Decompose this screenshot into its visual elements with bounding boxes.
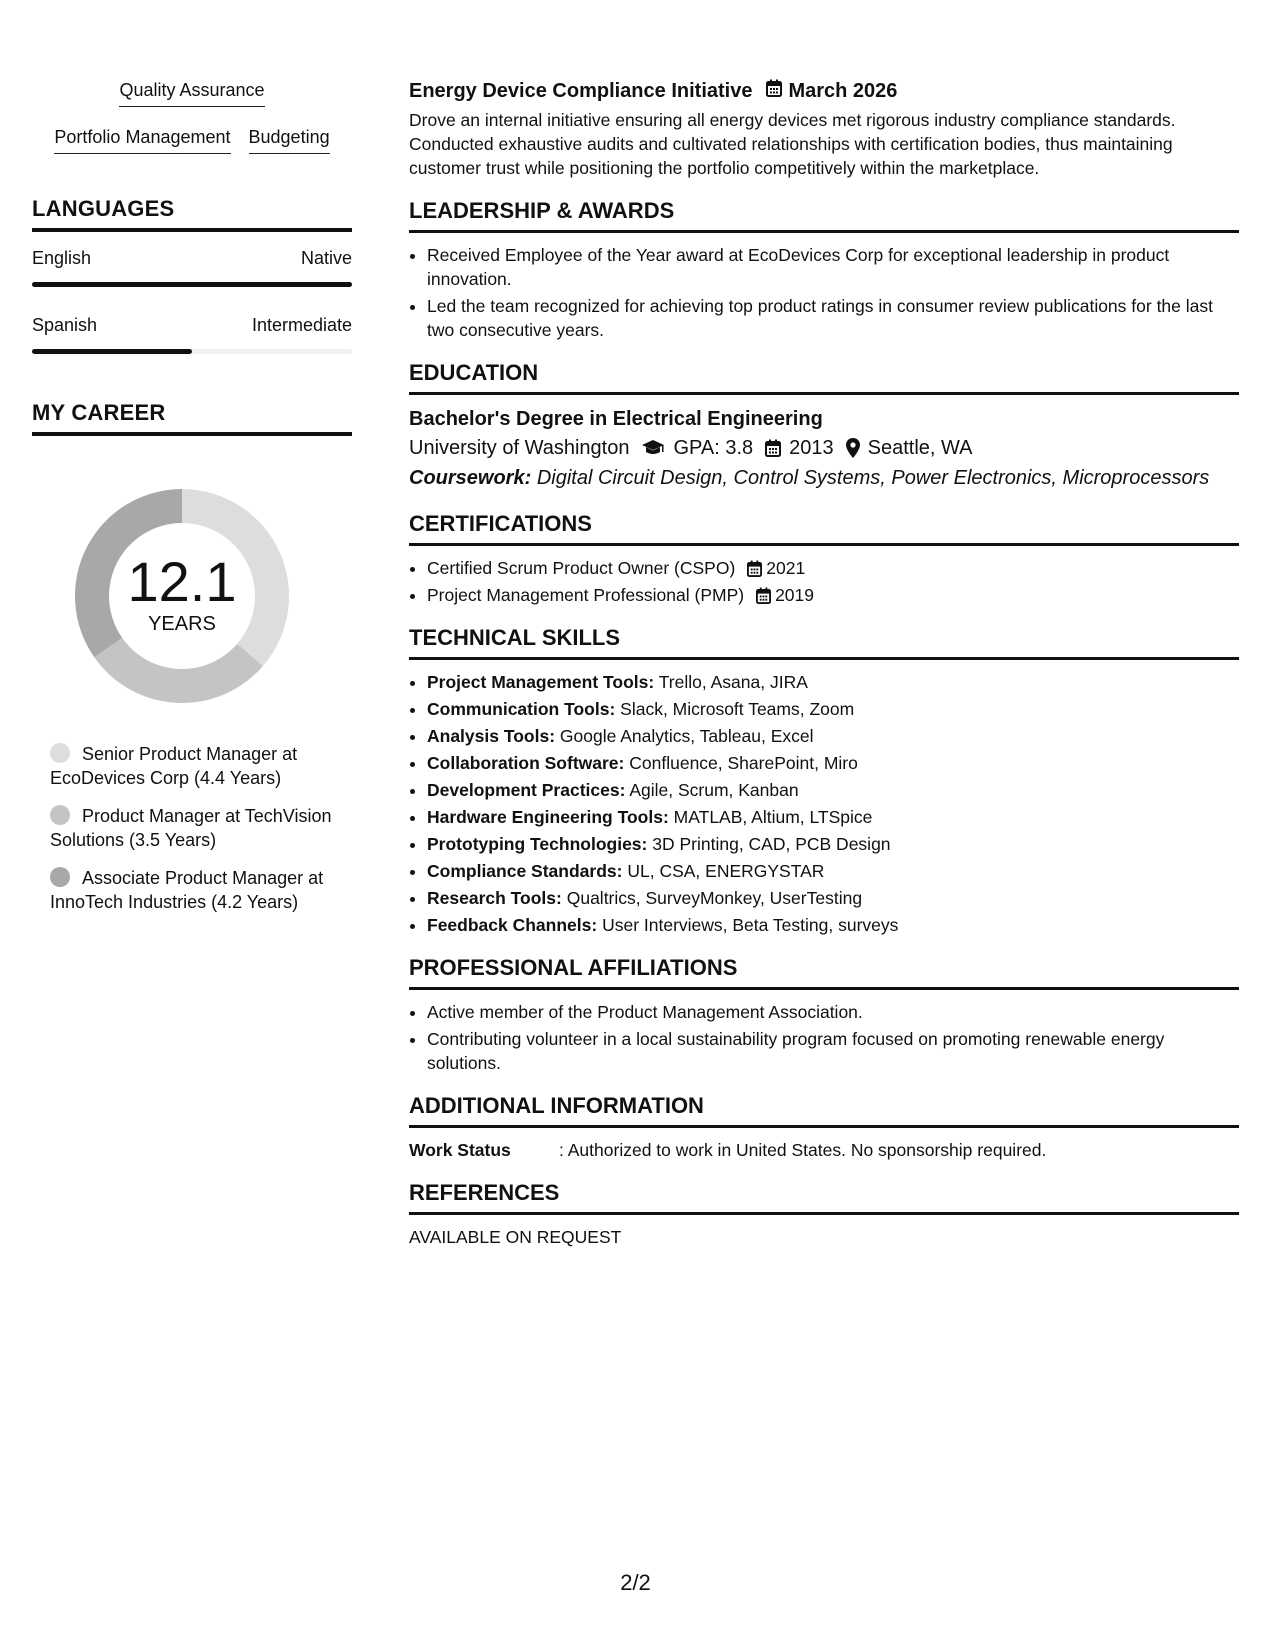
graduation-cap-icon xyxy=(641,439,665,457)
certification-name: • Project Management Professional (PMP) xyxy=(427,585,745,605)
language-level-bar xyxy=(32,282,352,287)
technical-skill-label: Compliance Standards: xyxy=(427,861,623,881)
technical-skills-section xyxy=(409,625,1239,937)
technical-skill-value: Qualtrics, SurveyMonkey, UserTesting xyxy=(566,888,863,908)
language-level: Native xyxy=(300,248,352,268)
leadership-item: • Received Employee of the Year award at EcoDevices Corp for exceptional leadership in product innovation. xyxy=(427,243,1239,291)
education-title: EDUCATION xyxy=(409,360,1239,395)
technical-skill-label: Prototyping Technologies: xyxy=(427,834,648,854)
certification-item xyxy=(427,583,1239,607)
calendar-icon xyxy=(747,560,762,577)
certification-name: • Certified Scrum Product Owner (CSPO) xyxy=(427,558,736,578)
technical-skill-item xyxy=(427,832,1239,856)
gpa: GPA: 3.8 xyxy=(673,437,754,459)
certifications-title: CERTIFICATIONS xyxy=(409,511,1239,546)
skill-tag: Budgeting xyxy=(249,125,330,154)
career-legend xyxy=(32,742,340,914)
leadership-title: LEADERSHIP & AWARDS xyxy=(409,198,1239,233)
work-status-row xyxy=(409,1138,1239,1162)
skill-tag-row xyxy=(32,78,352,107)
technical-skill-label: Feedback Channels: xyxy=(427,915,598,935)
career-total-unit: YEARS xyxy=(148,613,216,635)
career-title: MY CAREER xyxy=(32,400,352,436)
references-text: AVAILABLE ON REQUEST xyxy=(409,1227,622,1247)
career-legend-item xyxy=(50,866,340,914)
technical-skill-label: Collaboration Software: xyxy=(427,753,625,773)
calendar-icon xyxy=(765,439,781,457)
donut-center xyxy=(66,480,298,712)
technical-skill-value: UL, CSA, ENERGYSTAR xyxy=(627,861,825,881)
career-donut-chart xyxy=(66,480,298,712)
left-column xyxy=(32,78,352,928)
skill-tag: Quality Assurance xyxy=(119,78,264,107)
coursework xyxy=(409,463,1239,493)
technical-skills-title: TECHNICAL SKILLS xyxy=(409,625,1239,660)
project-date: March 2026 xyxy=(788,80,898,102)
technical-skill-item xyxy=(427,697,1239,721)
affiliation-item: • Active member of the Product Management Association. xyxy=(427,1000,1239,1024)
skill-tag: Portfolio Management xyxy=(54,125,230,154)
project-description: Drove an internal initiative ensuring all energy devices met rigorous industry compliance standards. Conducted exhaustive audits and cultivated relationships with certification bodies, thus maintaining customer trust while positioning the portfolio competitively within the marketplace. xyxy=(409,110,1176,178)
leadership-section xyxy=(409,198,1239,342)
degree: Bachelor's Degree in Electrical Engineering xyxy=(409,408,823,430)
technical-skill-value: MATLAB, Altium, LTSpice xyxy=(673,807,873,827)
language-name: English xyxy=(32,248,92,268)
project-title: Energy Device Compliance Initiative xyxy=(409,80,753,102)
page-number-text: 2/2 xyxy=(620,1570,651,1595)
coursework-list: Digital Circuit Design, Control Systems, Power Electronics, Microprocessors xyxy=(536,467,1210,489)
coursework-label: Coursework: xyxy=(409,467,532,489)
career-role: Product Manager at TechVision Solutions (3.5 Years) xyxy=(50,806,332,850)
additional-info-section xyxy=(409,1093,1239,1162)
additional-info-title: ADDITIONAL INFORMATION xyxy=(409,1093,1239,1128)
affiliations-section xyxy=(409,955,1239,1075)
technical-skill-value: Agile, Scrum, Kanban xyxy=(629,780,799,800)
certification-year: 2019 xyxy=(775,585,815,605)
language-item xyxy=(32,246,352,287)
career-total-years: 12.1 xyxy=(127,550,237,613)
languages-section xyxy=(32,196,352,354)
language-item xyxy=(32,313,352,354)
graduation-year: 2013 xyxy=(789,437,834,459)
technical-skill-item xyxy=(427,778,1239,802)
technical-skill-label: Development Practices: xyxy=(427,780,626,800)
technical-skill-value: Google Analytics, Tableau, Excel xyxy=(559,726,814,746)
location-pin-icon xyxy=(846,438,860,458)
technical-skill-value: Confluence, SharePoint, Miro xyxy=(629,753,858,773)
calendar-icon xyxy=(756,587,771,604)
school-location: Seattle, WA xyxy=(867,437,973,459)
project-header xyxy=(409,78,1239,104)
certifications-section xyxy=(409,511,1239,607)
school: University of Washington xyxy=(409,437,630,459)
leadership-item: • Led the team recognized for achieving top product ratings in consumer review publications for the last two consecutive years. xyxy=(427,294,1239,342)
affiliations-title: PROFESSIONAL AFFILIATIONS xyxy=(409,955,1239,990)
technical-skill-label: Analysis Tools: xyxy=(427,726,556,746)
career-role: Senior Product Manager at EcoDevices Corp (4.4 Years) xyxy=(50,744,298,788)
technical-skill-value: 3D Printing, CAD, PCB Design xyxy=(652,834,891,854)
education-section xyxy=(409,360,1239,493)
language-level-bar xyxy=(32,349,352,354)
technical-skill-item xyxy=(427,859,1239,883)
work-status-value: : Authorized to work in United States. No sponsorship required. xyxy=(559,1140,1047,1160)
technical-skill-label: Research Tools: xyxy=(427,888,562,908)
references-section xyxy=(409,1180,1239,1249)
language-name: Spanish xyxy=(32,315,98,335)
technical-skill-item xyxy=(427,913,1239,937)
technical-skill-item xyxy=(427,724,1239,748)
technical-skill-label: Project Management Tools: xyxy=(427,672,655,692)
certification-item xyxy=(427,556,1239,580)
technical-skill-item xyxy=(427,886,1239,910)
technical-skill-item xyxy=(427,670,1239,694)
education-meta xyxy=(409,433,1239,463)
legend-dot-icon xyxy=(50,743,70,763)
technical-skill-item xyxy=(427,805,1239,829)
technical-skill-item xyxy=(427,751,1239,775)
references-title: REFERENCES xyxy=(409,1180,1239,1215)
technical-skills-list xyxy=(409,670,1239,937)
legend-dot-icon xyxy=(50,867,70,887)
career-section xyxy=(32,400,352,914)
languages-title: LANGUAGES xyxy=(32,196,352,232)
career-legend-item xyxy=(50,804,340,852)
technical-skill-value: User Interviews, Beta Testing, surveys xyxy=(602,915,899,935)
skill-tags xyxy=(32,78,352,154)
technical-skill-label: Hardware Engineering Tools: xyxy=(427,807,669,827)
technical-skill-label: Communication Tools: xyxy=(427,699,616,719)
technical-skill-value: Trello, Asana, JIRA xyxy=(658,672,808,692)
legend-dot-icon xyxy=(50,805,70,825)
career-legend-item xyxy=(50,742,340,790)
right-column xyxy=(409,78,1239,1249)
language-level-fill xyxy=(32,349,192,354)
certification-year: 2021 xyxy=(766,558,806,578)
work-status-label: Work Status xyxy=(409,1140,511,1160)
affiliation-item: • Contributing volunteer in a local sustainability program focused on promoting renewable energy solutions. xyxy=(427,1027,1239,1075)
technical-skill-value: Slack, Microsoft Teams, Zoom xyxy=(620,699,855,719)
page-number xyxy=(0,1570,1275,1596)
career-role: Associate Product Manager at InnoTech Industries (4.2 Years) xyxy=(50,868,324,912)
language-level: Intermediate xyxy=(251,315,352,335)
skill-tag-row xyxy=(32,125,352,154)
calendar-icon xyxy=(766,78,782,104)
language-level-fill xyxy=(32,282,352,287)
